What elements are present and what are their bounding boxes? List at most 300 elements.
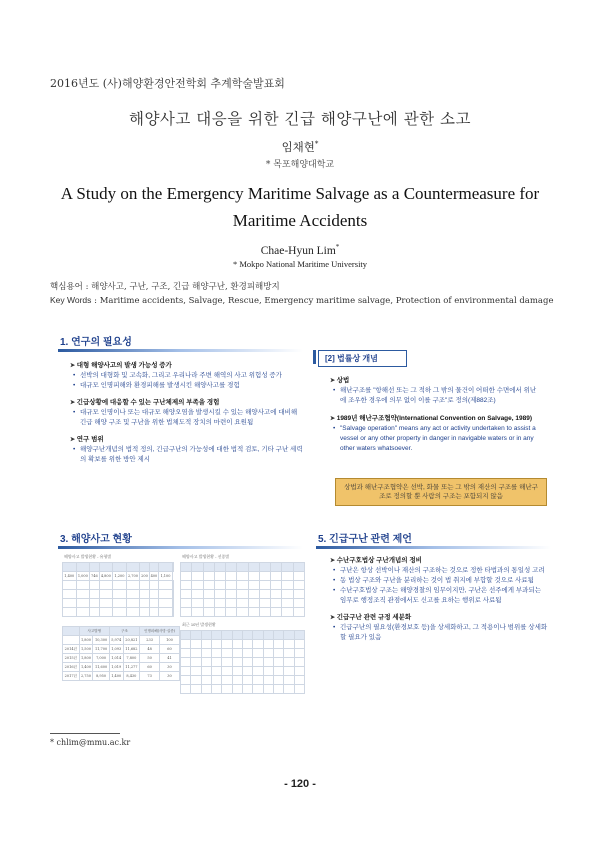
table-cell (140, 608, 149, 617)
table-cell: 48 (140, 645, 160, 654)
table1-row (63, 608, 174, 617)
table-cell (248, 590, 259, 599)
table3-row (63, 672, 180, 681)
table-cell (284, 676, 294, 685)
table3-sub1: 사고발생 (79, 627, 109, 636)
table-cell (192, 572, 203, 581)
table-cell (237, 581, 248, 590)
table-cell (214, 572, 225, 581)
table-cell (113, 599, 127, 608)
table-cell (99, 608, 113, 617)
table-cell (271, 572, 282, 581)
keywords-english-label: Key Words (50, 295, 92, 305)
table-cell (284, 685, 294, 694)
table-cell (273, 667, 283, 676)
slide4-title-bar (316, 546, 551, 549)
table-cell (263, 685, 273, 694)
table-cell (140, 599, 149, 608)
table-cell (90, 599, 99, 608)
table-cell (201, 658, 211, 667)
table-cell: 30 (160, 672, 180, 681)
table4-row (181, 676, 305, 685)
table-cell (248, 608, 259, 617)
table2-row (181, 608, 305, 617)
table-cell: 2,700 (126, 572, 140, 581)
table-cell (242, 658, 252, 667)
table1-row (63, 599, 174, 608)
table-cell (126, 581, 140, 590)
table-cell (248, 572, 259, 581)
table-cell (214, 590, 225, 599)
table-cell (99, 581, 113, 590)
table-cell (242, 667, 252, 676)
table-cell: 60 (160, 645, 180, 654)
table-cell (226, 581, 237, 590)
table-cell: 1,000 (76, 572, 90, 581)
table-cell (248, 581, 259, 590)
s1-bullet: • 해양구난개념의 법적 정의, 긴급구난의 가능성에 대한 법적 검토, 기타 구난 세력의 확보를 위한 방안 제시 (70, 445, 305, 465)
table4-row (181, 685, 305, 694)
table-cell: 4,800 (99, 572, 113, 581)
table-cell (181, 581, 192, 590)
table1-row (63, 581, 174, 590)
table-cell (149, 599, 158, 608)
table1-header-row (63, 563, 174, 572)
slide3-title: 3. 해양사고 현황 (60, 534, 132, 545)
table3-blank (63, 627, 80, 636)
table-cell (232, 631, 242, 640)
table-cell: 1,014 (109, 654, 123, 663)
table-cell: 41 (160, 654, 180, 663)
table-cell (172, 563, 173, 572)
table-cell (293, 563, 304, 572)
table3 (62, 626, 180, 681)
table-cell (149, 590, 158, 599)
s1-bullet: • 선박의 대형화 및 고속화, 그리고 우리나라 주변 해역의 사고 위험성 증가 (70, 371, 305, 381)
table-cell (259, 581, 270, 590)
table-cell: 10,300 (93, 636, 110, 645)
table-cell (232, 667, 242, 676)
table-cell (211, 640, 221, 649)
table-cell (222, 658, 232, 667)
table-cell (203, 599, 214, 608)
table-cell (282, 599, 293, 608)
slide2-content (330, 372, 540, 454)
table-cell (140, 581, 149, 590)
slide2-tag-accent (313, 350, 316, 364)
table-cell (203, 590, 214, 599)
table-cell (232, 658, 242, 667)
slide2-convention-text: • "Salvage operation" means any act or activity undertaken to assist a vessel or any other property in danger in navigable waters or in any other waters whatsoever. (330, 424, 540, 454)
table-cell (211, 685, 221, 694)
table-cell (263, 649, 273, 658)
slide1-title-bar (58, 349, 303, 352)
table-cell (242, 649, 252, 658)
table-cell (76, 581, 90, 590)
table-cell (159, 599, 173, 608)
table2-row (181, 572, 305, 581)
table-cell (90, 581, 99, 590)
table-cell: 1,100 (159, 572, 173, 581)
s1-bullet: • 대규모 인명피해와 환경피해를 발생시킨 해양사고를 경험 (70, 381, 305, 391)
table2-row (181, 599, 305, 608)
table-cell (63, 581, 77, 590)
table-cell (232, 676, 242, 685)
footnote: * chlim@mmu.ac.kr (50, 738, 131, 747)
table-cell (237, 599, 248, 608)
table-cell (284, 667, 294, 676)
table-cell (294, 685, 304, 694)
table-cell (237, 563, 248, 572)
table-cell (259, 563, 270, 572)
s4-heading: ➤ 긴급구난 관련 규정 세분화 (330, 613, 548, 623)
table-cell: 1,800 (79, 636, 93, 645)
table2-row (181, 581, 305, 590)
table-cell (271, 581, 282, 590)
table-cell: 200 (140, 572, 149, 581)
table3-year: 2014년 (63, 645, 80, 654)
s1-heading: ➤ 연구 범위 (70, 435, 305, 445)
table3-row (63, 663, 180, 672)
table-cell (222, 667, 232, 676)
table-cell (214, 563, 225, 572)
keywords-korean-text: : 해양사고, 구난, 구조, 긴급 해양구난, 환경피해방지 (85, 282, 280, 292)
table-cell (181, 685, 191, 694)
table-cell: 8,950 (93, 672, 110, 681)
table-cell (191, 631, 201, 640)
table3-row (63, 654, 180, 663)
table-cell (203, 572, 214, 581)
table-cell: 1,400 (63, 572, 77, 581)
table-cell (76, 608, 90, 617)
table-cell: 11,600 (93, 663, 110, 672)
table1 (62, 562, 174, 617)
table-cell (211, 676, 221, 685)
table-cell (284, 631, 294, 640)
table-cell: 1,800 (79, 654, 93, 663)
table-cell: 1,400 (79, 663, 93, 672)
table-cell (181, 676, 191, 685)
table-cell (181, 667, 191, 676)
table-cell (294, 658, 304, 667)
table3-sub3: 인명피해(사망·실종) (140, 627, 180, 636)
table-cell (191, 676, 201, 685)
table-cell (253, 685, 263, 694)
table-cell (271, 599, 282, 608)
table-cell (181, 608, 192, 617)
table-cell (126, 563, 140, 572)
slide3-title-bar (58, 546, 303, 549)
table-cell (191, 640, 201, 649)
table-cell (273, 685, 283, 694)
table-cell (222, 640, 232, 649)
keywords-korean (50, 280, 280, 292)
table-cell (271, 563, 282, 572)
korean-affiliation: * 목포해양대학교 (265, 160, 335, 170)
table-cell (192, 608, 203, 617)
table4-header-row (181, 631, 305, 640)
table-cell: 1,093 (109, 645, 123, 654)
table3-year (63, 636, 80, 645)
table-cell (201, 640, 211, 649)
table-cell: 7,000 (93, 654, 110, 663)
table-cell (248, 563, 259, 572)
keywords-korean-label: 핵심용어 (50, 281, 83, 291)
table-cell (63, 563, 77, 572)
table-cell (191, 649, 201, 658)
table-cell: 11,700 (93, 645, 110, 654)
table-cell (237, 572, 248, 581)
table-cell: 1,019 (109, 663, 123, 672)
table-cell: 50 (140, 654, 160, 663)
conference-header: 2016년도 (사)해양환경안전학회 추계학술발표회 (50, 77, 285, 90)
table-cell (271, 608, 282, 617)
table-cell (201, 685, 211, 694)
table-cell (126, 608, 140, 617)
table-cell (226, 599, 237, 608)
table-cell (259, 572, 270, 581)
table-cell (172, 608, 173, 617)
slide2-callout: 상법과 해난구조협약은 선박, 화물 또는 그 밖의 재산의 구조를 해난구조로 정의할 뿐 사람의 구조는 포함되지 않음 (335, 478, 547, 506)
table-cell (99, 599, 113, 608)
table-cell (293, 608, 304, 617)
table2-header-row (181, 563, 305, 572)
table-cell (242, 640, 252, 649)
table-cell (242, 631, 252, 640)
slide2-heading-convention: ➤ 1989년 해난구조협약(International Convention on Salvage, 1989) (330, 414, 540, 424)
table-cell (282, 581, 293, 590)
table-cell (253, 667, 263, 676)
table2 (180, 562, 305, 617)
table-cell (192, 590, 203, 599)
table-cell (149, 608, 158, 617)
table-cell: 5,974 (109, 636, 123, 645)
table-cell (211, 631, 221, 640)
table-cell (211, 649, 221, 658)
table-cell (253, 640, 263, 649)
table-cell: 20,821 (123, 636, 140, 645)
table-cell (181, 599, 192, 608)
table-cell (99, 590, 113, 599)
table-cell (232, 640, 242, 649)
table-cell (273, 658, 283, 667)
table-cell (294, 649, 304, 658)
table-cell (222, 631, 232, 640)
table3-row (63, 636, 180, 645)
table-cell (149, 581, 158, 590)
table-cell (294, 676, 304, 685)
table-cell (126, 599, 140, 608)
table-cell (203, 581, 214, 590)
table-cell (282, 572, 293, 581)
table-cell (159, 608, 173, 617)
table-cell (293, 572, 304, 581)
table2-row (181, 590, 305, 599)
table-cell (253, 658, 263, 667)
table-cell (203, 563, 214, 572)
table-cell (263, 667, 273, 676)
table-cell (172, 599, 173, 608)
table-cell (181, 590, 192, 599)
table-cell (113, 608, 127, 617)
s1-heading: ➤ 대형 해양사고의 발생 가능성 증가 (70, 361, 305, 371)
s4-heading: ➤ 수난구호법상 구난개념의 정비 (330, 556, 548, 566)
table-cell (263, 676, 273, 685)
table-cell: 11,682 (123, 645, 140, 654)
table-cell (284, 640, 294, 649)
table-cell (140, 590, 149, 599)
table-cell (226, 590, 237, 599)
english-affiliation: * Mokpo National Maritime University (232, 259, 368, 269)
table-cell (159, 581, 173, 590)
korean-title: 해양사고 대응을 위한 긴급 해양구난에 관한 소고 (128, 110, 472, 128)
table-cell (181, 563, 192, 572)
table-cell (253, 649, 263, 658)
table-cell (181, 649, 191, 658)
table-cell (263, 631, 273, 640)
table-cell (149, 563, 158, 572)
table-cell (294, 631, 304, 640)
table-cell (172, 590, 173, 599)
s4-bullet: • 긴급구난의 필요성(환경보호 등)을 상세화하고, 그 적용이나 범위를 상세화할 필요가 있음 (330, 623, 548, 643)
keywords-english-text: : Maritime accidents, Salvage, Rescue, Emergency maritime salvage, Protection of environmental damage (94, 296, 554, 306)
table-cell (126, 590, 140, 599)
table-cell: 1,200 (113, 572, 127, 581)
table4-row (181, 640, 305, 649)
table-cell: 7,800 (123, 654, 140, 663)
table-cell (76, 563, 90, 572)
table-cell (211, 667, 221, 676)
table-cell (222, 685, 232, 694)
table-cell (113, 563, 127, 572)
table-cell (242, 685, 252, 694)
table-cell (284, 649, 294, 658)
table-cell: 233 (140, 636, 160, 645)
english-title: A Study on the Emergency Maritime Salvage as a Countermeasure for Maritime Accidents (60, 184, 540, 230)
table-cell: 2,750 (79, 672, 93, 681)
table-cell (99, 563, 113, 572)
table-cell (273, 649, 283, 658)
english-author: Chae-Hyun Lim* (260, 243, 340, 257)
table-cell: 1,500 (79, 645, 93, 654)
table3-year: 2015년 (63, 654, 80, 663)
table-cell (201, 667, 211, 676)
table-cell (263, 640, 273, 649)
table-cell (181, 640, 191, 649)
table-cell (293, 599, 304, 608)
table-cell: 8,430 (123, 672, 140, 681)
table-cell: 100 (160, 636, 180, 645)
table-cell (273, 631, 283, 640)
table-cell (203, 608, 214, 617)
table-cell (113, 581, 127, 590)
table-cell (253, 631, 263, 640)
table-cell: 60 (140, 663, 160, 672)
korean-author: 임채현* (281, 140, 319, 154)
slide1-content (70, 357, 305, 465)
table-cell (191, 667, 201, 676)
table-cell (63, 608, 77, 617)
table-cell (263, 658, 273, 667)
table-cell (259, 590, 270, 599)
table-cell (63, 590, 77, 599)
table-cell (90, 590, 99, 599)
table3-row (63, 645, 180, 654)
s1-heading: ➤ 긴급상황에 대응할 수 있는 구난체제의 부족을 경험 (70, 398, 305, 408)
table-cell (284, 658, 294, 667)
table-cell: 400 (149, 572, 158, 581)
table-cell (237, 608, 248, 617)
table-cell (248, 599, 259, 608)
table-cell (273, 676, 283, 685)
slide4-content (330, 552, 548, 643)
table-cell (294, 667, 304, 676)
table-cell (232, 649, 242, 658)
table-cell (172, 581, 173, 590)
table2-caption: 해양사고 발생현황 - 선종별 (182, 554, 230, 559)
table-cell (226, 608, 237, 617)
table-cell (222, 649, 232, 658)
slide2-tag: [2] 법률상 개념 (318, 350, 407, 367)
table-cell (113, 590, 127, 599)
table-cell: 30 (160, 663, 180, 672)
table-cell (192, 599, 203, 608)
table-cell (191, 685, 201, 694)
table-cell: 73 (140, 672, 160, 681)
table-cell (201, 649, 211, 658)
table-cell (253, 676, 263, 685)
table-cell (237, 590, 248, 599)
table-cell (273, 640, 283, 649)
table-cell (226, 572, 237, 581)
table3-sub2: 구조 (109, 627, 139, 636)
table-cell: 746 (90, 572, 99, 581)
table-cell (211, 658, 221, 667)
table-cell (214, 599, 225, 608)
table1-row (63, 572, 174, 581)
table-cell (259, 608, 270, 617)
table-cell (191, 658, 201, 667)
table-cell (282, 590, 293, 599)
table4 (180, 630, 305, 694)
table4-row (181, 658, 305, 667)
table4-row (181, 667, 305, 676)
table-cell (90, 563, 99, 572)
table-cell (192, 581, 203, 590)
table-cell (242, 676, 252, 685)
table-cell (214, 581, 225, 590)
s4-bullet: • 수난구호법상 구조는 해양경찰의 임무이지만, 구난은 선주에게 부과되는 임무로 행정조직 관점에서도 신고를 요하는 행위로 사료됨 (330, 586, 548, 606)
footnote-divider (50, 733, 120, 734)
table-cell (76, 590, 90, 599)
table4-row (181, 649, 305, 658)
table-cell: 1,400 (109, 672, 123, 681)
s1-bullet: • 대규모 인명이나 또는 대규모 해양오염을 발생시킬 수 있는 해양사고에 대비해 긴급 해양 구조 및 구난을 위한 법체도적 장치의 마련이 요원됨 (70, 408, 305, 428)
table-cell (181, 658, 191, 667)
table-cell (232, 685, 242, 694)
table-cell (282, 608, 293, 617)
table3-year: 2017년 (63, 672, 80, 681)
table-cell (192, 563, 203, 572)
slide2-heading-commercial-law: ➤ 상법 (330, 376, 540, 386)
table-cell: 11,277 (123, 663, 140, 672)
table-cell (259, 599, 270, 608)
table-cell (159, 563, 173, 572)
table-cell (271, 590, 282, 599)
table-cell (214, 608, 225, 617)
table-cell (201, 676, 211, 685)
table-cell (282, 563, 293, 572)
